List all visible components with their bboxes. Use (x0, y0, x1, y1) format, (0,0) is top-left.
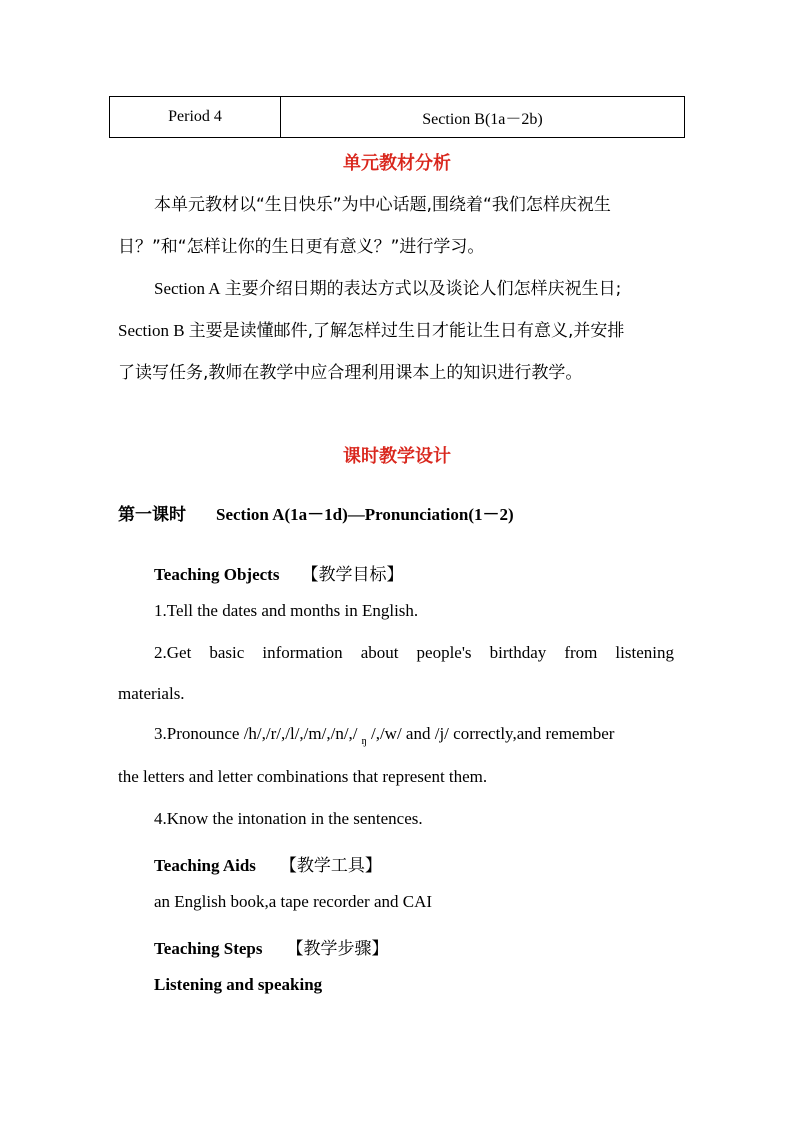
objective-4: 4.Know the intonation in the sentences. (154, 809, 423, 828)
unit-paragraph-2-line-2 (118, 316, 624, 341)
objective-2-word: from (564, 643, 598, 662)
objective-3-line-1 (154, 724, 614, 747)
teaching-objects-heading (154, 560, 403, 585)
section-b-text: 主要是读懂邮件,了解怎样过生日才能让生日有意义,并安排 (188, 321, 625, 341)
objective-3-text-b: /,/w/ and /j/ correctly,and remember (370, 724, 615, 743)
lesson-label: 第一课时 (118, 505, 186, 525)
teaching-steps-heading (154, 934, 388, 959)
lesson-title: Section A(1a－1d)—Pronunciation(1－2) (216, 505, 514, 524)
section-cell: Section B(1a－2b) (281, 97, 685, 138)
objective-2-word: basic (209, 643, 245, 662)
objective-2-line-2: materials. (118, 684, 185, 703)
section-b-label: Section B (118, 321, 185, 340)
teaching-aids-cn: 【教学工具】 (279, 856, 382, 876)
teaching-aids-heading (154, 851, 382, 876)
section-a-label: Section A (154, 279, 221, 298)
section-a-text: 主要介绍日期的表达方式以及谈论人们怎样庆祝生日; (224, 279, 622, 299)
header-table (109, 96, 685, 138)
objective-3-text-a: 3.Pronounce /h/,/r/,/l/,/m/,/n/,/ (154, 724, 358, 743)
listening-speaking-heading: Listening and speaking (154, 975, 323, 994)
objective-2-word: people's (416, 643, 472, 662)
lesson-design-heading: 课时教学设计 (343, 446, 451, 467)
objective-2-word: about (360, 643, 399, 662)
objective-2-word: information (262, 643, 343, 662)
unit-paragraph-1-line-1: 本单元教材以“生日快乐”为中心话题,围绕着“我们怎样庆祝生 (154, 195, 611, 215)
teaching-objects-cn: 【教学目标】 (301, 565, 404, 585)
unit-analysis-heading: 单元教材分析 (343, 153, 451, 174)
teaching-steps-cn: 【教学步骤】 (286, 939, 389, 959)
teaching-objects-label: Teaching Objects (154, 565, 280, 584)
objective-3-phoneme: ŋ (361, 735, 367, 747)
lesson-title-line (118, 500, 514, 525)
objective-2-word: 2.Get (154, 643, 192, 662)
unit-paragraph-1-line-2: 日？”和“怎样让你的生日更有意义？”进行学习。 (118, 237, 485, 257)
objective-3-line-2: the letters and letter combinations that represent them. (118, 767, 488, 786)
objective-2-line-1 (154, 643, 674, 663)
objective-1: 1.Tell the dates and months in English. (154, 601, 419, 620)
teaching-steps-label: Teaching Steps (154, 939, 263, 958)
unit-paragraph-2-line-3: 了读写任务,教师在教学中应合理利用课本上的知识进行教学。 (118, 363, 583, 383)
unit-paragraph-2-line-1 (154, 274, 621, 299)
objective-2-word: birthday (489, 643, 547, 662)
teaching-aids-label: Teaching Aids (154, 856, 256, 875)
teaching-aids-text: an English book,a tape recorder and CAI (154, 892, 433, 911)
period-cell: Period 4 (110, 97, 281, 138)
objective-2-word: listening (615, 643, 674, 662)
